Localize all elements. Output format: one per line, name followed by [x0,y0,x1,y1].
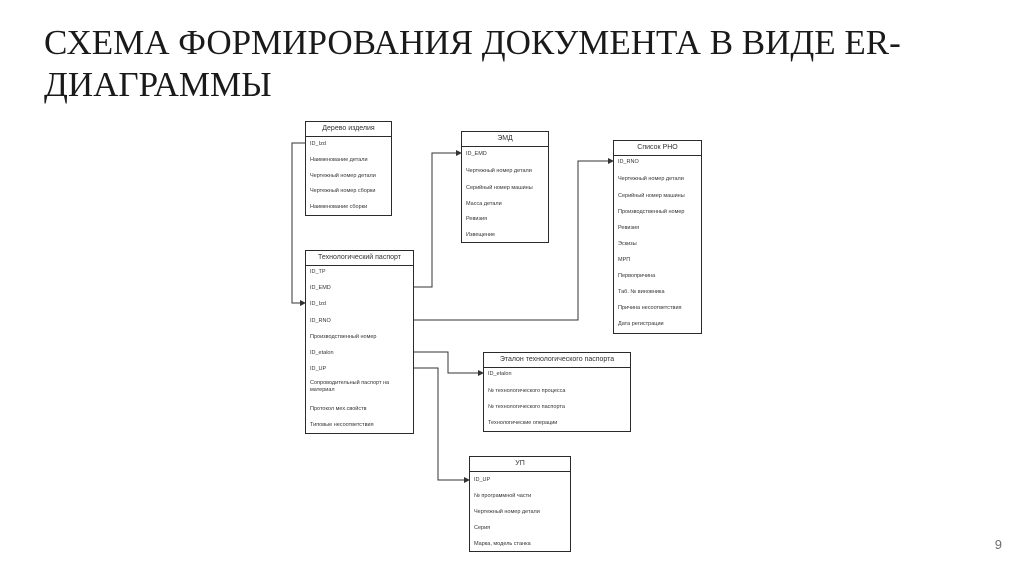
attribute: Причина несоответствия [618,305,682,311]
attribute: № программной части [474,493,532,499]
attribute: Сопроводительный паспорт на материал [310,380,390,393]
attribute: Дата регистрации [618,321,664,327]
entity-title: Список РНО [614,141,701,156]
entity-tree [305,121,392,216]
slide-title: СХЕМА ФОРМИРОВАНИЯ ДОКУМЕНТА В ВИДЕ ER-ДИАГРАММЫ [44,23,901,104]
entity-title: Эталон технологического паспорта [484,353,630,368]
entity-title: Технологический паспорт [306,251,413,266]
page-number: 9 [994,537,1002,552]
attribute: Технологические операции [488,420,558,426]
link-izd [292,143,305,303]
entity-title: ЭМД [462,132,548,147]
attribute: Извещение [466,232,496,238]
attribute: ID_UP [474,477,491,483]
attribute: Серия [474,525,491,531]
attribute: ID_EMD [466,151,487,157]
entity-etalon [483,352,631,432]
attribute: Ревизия [466,216,488,222]
entity-up [469,456,571,552]
attribute: Наименование детали [310,157,368,163]
link-emd [414,153,461,287]
attribute: Ревизия [618,225,640,231]
attribute: Наименование сборки [310,204,368,210]
attribute: Серийный номер машины [466,185,533,191]
attribute: ID_Izd [310,141,326,147]
attribute: ID_EMD [310,285,331,291]
attribute: Типовые несоответствия [310,422,374,428]
attribute: ID_RNO [618,159,639,165]
entity-passport [305,250,414,434]
attribute: Чертежный номер детали [474,509,540,515]
entity-rno [613,140,702,334]
link-etalon [414,352,483,373]
attribute: ID_TP [310,269,326,275]
entity-emd [461,131,549,243]
attribute: ID_Izd [310,301,326,307]
entity-title: УП [470,457,570,472]
attribute: Масса детали [466,201,502,207]
attribute: ID_RNO [310,318,331,324]
attribute: № технологического паспорта [488,404,565,410]
attribute: ID_etalon [488,371,512,377]
link-up [414,368,469,480]
attribute: Чертежный номер детали [618,176,684,182]
attribute: № технологического процесса [488,388,566,394]
attribute: Производственный номер [618,209,685,215]
attribute: Таб. № виновника [618,289,665,295]
attribute: ID_UP [310,366,327,372]
attribute: Марка, модель станка [474,541,531,547]
attribute: МРП [618,257,631,263]
attribute: Протокол мех.свойств [310,406,367,412]
attribute: Чертежный номер детали [466,168,532,174]
entity-title: Дерево изделия [306,122,391,137]
attribute: Чертежный номер сборки [310,188,376,194]
attribute: Первопричина [618,273,656,279]
attribute: Эскизы [618,241,637,247]
attribute: Серийный номер машины [618,193,685,199]
attribute: ID_etalon [310,350,334,356]
attribute: Производственный номер [310,334,377,340]
attribute: Чертежный номер детали [310,173,376,179]
